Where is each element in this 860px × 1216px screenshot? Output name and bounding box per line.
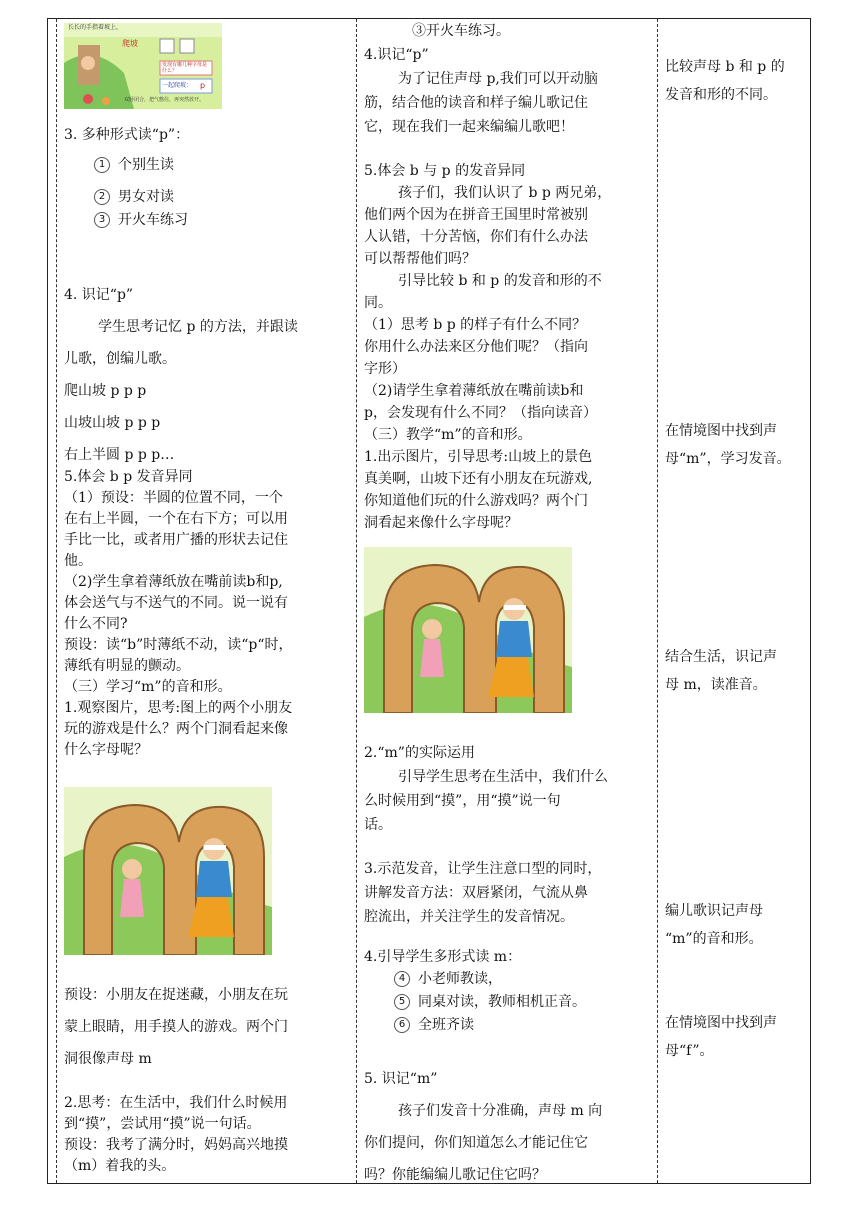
paragraph-line: 话。 [364,817,392,833]
section-5-title: 5.体会 b p 发音异同 [64,469,193,485]
paragraph-line: 为了记住声母 p,我们可以开动脑 [398,71,598,87]
rhyme-line: 爬山坡 p p p [64,383,147,399]
paragraph-line: 么时候用到“摸”，用“摸”说一句 [364,793,561,809]
note-line: 比较声母 b 和 p 的 [665,59,785,75]
thumb-footer: 双唇闭合，把气憋住，再突然放开。 [124,97,205,103]
paragraph-line: 1.出示图片，引导思考:山坡上的景色 [364,449,593,465]
paragraph-line: 到“摸”，尝试用“摸”说一句话。 [64,1116,261,1132]
paragraph-line: 洞看起来像什么字母呢？ [364,515,518,531]
paragraph-line: p，会发现有什么不同？（指向读音） [364,405,597,421]
list-item [94,187,174,208]
paragraph-line: 筋，结合他的读音和样子编儿歌记住 [364,95,588,111]
column-divider [356,19,357,1183]
list-item-label: 同桌对读，教师相机正音。 [418,994,586,1010]
circled-number: 4 [394,971,410,987]
paragraph-line: 讲解发音方法：双唇紧闭，气流从鼻 [364,885,588,901]
note-line: 母“m”，学习发音。 [665,451,791,467]
section-m-title: （三）学习“m”的音和形。 [64,679,232,695]
list-item-label: 个别生读 [118,157,174,173]
column-divider [657,19,658,1183]
section-4-title: 4.识记“p” [364,47,429,63]
thumb-label: 爬坡 [122,39,138,48]
paragraph-line: 预设：小朋友在捉迷藏，小朋友在玩 [64,987,288,1003]
paragraph-line: 孩子们发音十分准确，声母 m 向 [398,1103,603,1119]
paragraph-line: 儿歌，创编儿歌。 [64,351,176,367]
paragraph-line: （2)请学生拿着薄纸放在嘴前读b和 [364,383,584,399]
paragraph-line: 你们提问，你们知道怎么才能记住它 [364,1135,588,1151]
paragraph-line: 洞很像声母 m [64,1051,152,1067]
list-item [94,210,188,231]
note-line: 编儿歌识记声母 [665,903,763,919]
paragraph-line: 预设：我考了满分时，妈妈高兴地摸 [64,1137,288,1153]
student-activity-column [56,19,354,1183]
paragraph-line: （1）预设：半圆的位置不同，一个 [64,490,283,506]
section-use-title: 2.“m”的实际运用 [364,745,475,761]
list-item-label: 男女对读 [118,189,174,205]
paragraph-line: 你知道他们玩的什么游戏吗？两个门 [364,493,588,509]
paragraph-line: 蒙上眼睛，用手摸人的游戏。两个门 [64,1019,288,1035]
section-read-title: 4.引导学生多形式读 m： [364,949,522,965]
list-item-label: 小老师教读， [418,971,502,987]
note-line: “m”的音和形。 [665,931,763,947]
paragraph-line: 玩的游戏是什么？两个门洞看起来像 [64,721,288,737]
m-arch-illustration [364,547,572,713]
circled-number: 2 [94,189,110,205]
paragraph-line: （2)学生拿着薄纸放在嘴前读b和p, [64,574,283,590]
design-intent-column [665,19,811,1183]
paragraph-line: 可以帮帮他们吗？ [364,251,476,267]
rhyme-line: 山坡山坡 p p p [64,415,161,431]
paragraph-line: 腔流出，并关注学生的发音情况。 [364,909,574,925]
thumb-box2: 一起爬坡： [162,82,193,89]
paragraph-line: 什么字母呢？ [64,742,148,758]
paragraph-line: 学生思考记忆 p 的方法，并跟读 [98,319,298,335]
paragraph-line: 它，现在我们一起来编编儿歌吧！ [364,119,574,135]
paragraph-line: 手比一比，或者用广播的形状去记住 [64,532,288,548]
note-line: 结合生活，识记声 [665,649,777,665]
climbing-slope-illustration [64,23,222,109]
paragraph-line: （m）着我的头。 [64,1158,176,1174]
list-item-label: 全班齐读 [418,1017,474,1033]
note-line: 发音和形的不同。 [665,87,777,103]
list-item [94,155,174,176]
list-item [394,992,586,1013]
section-remember-title: 5. 识记“m” [364,1071,438,1087]
paragraph-line: 什么不同? [64,616,128,632]
note-line: 母“f”。 [665,1043,714,1059]
paragraph-line: 体会送气与不送气的不同。说一说有 [64,595,288,611]
paragraph-line: 孩子们，我们认识了 b p 两兄弟， [398,185,612,201]
note-line: 母 m，读准音。 [665,677,767,693]
teacher-activity-column [364,19,654,1183]
paragraph-line: 1.观察图片，思考:图上的两个小朋友 [64,700,293,716]
paragraph-line: 人认错，十分苦恼，你们有什么办法 [364,229,588,245]
paragraph-line: 他。 [64,553,92,569]
paragraph-line: （1）思考 b p 的样子有什么不同？ [364,317,587,333]
section-4-title: 4. 识记“p” [64,287,134,303]
paragraph-line: 2.思考：在生活中，我们什么时候用 [64,1095,288,1111]
lesson-table [47,18,811,1184]
list-item [394,1015,474,1036]
note-line: 在情境图中找到声 [665,1015,777,1031]
list-item [394,969,502,990]
circled-number: 6 [394,1017,410,1033]
list-item: ③开火车练习。 [412,23,510,39]
section-3-title: 3. 多种形式读“p”： [64,127,190,143]
m-arch-illustration [64,787,272,955]
paragraph-line: 预设：读“b”时薄纸不动，读“p“时， [64,637,293,653]
paragraph-line: 真美啊，山坡下还有小朋友在玩游戏, [364,471,593,487]
paragraph-line: 吗？你能编编儿歌记住它吗？ [364,1167,546,1183]
section-5-title: 5.体会 b 与 p 的发音异同 [364,163,526,179]
section-m-title: （三）教学“m”的音和形。 [364,427,532,443]
list-item-label: 开火车练习 [118,212,188,228]
circled-number: 5 [394,994,410,1010]
paragraph-line: 薄纸有明显的颤动。 [64,658,190,674]
paragraph-line: 同。 [364,295,392,311]
paragraph-line: 在右上半圆，一个在右下方；可以用 [64,511,288,527]
paragraph-line: 字形） [364,361,406,377]
paragraph-line: 你用什么办法来区分他们呢？（指向 [364,339,588,355]
thumb-box2-letter: p [200,81,206,90]
paragraph-line: 3.示范发音，让学生注意口型的同时， [364,861,602,877]
paragraph-line: 引导比较 b 和 p 的发音和形的不 [398,273,602,289]
thumb-title: 长长的手指着坡上， [68,24,123,31]
circled-number: 3 [94,212,110,228]
paragraph-line: 引导学生思考在生活中，我们什么 [398,769,608,785]
paragraph-line: 他们两个因为在拼音王国里时常被别 [364,207,588,223]
circled-number: 1 [94,157,110,173]
rhyme-line: 右上半圆 p p p… [64,447,175,463]
note-line: 在情境图中找到声 [665,423,777,439]
thumb-box1: 发现有哪几种字母是什么？ [162,62,208,74]
